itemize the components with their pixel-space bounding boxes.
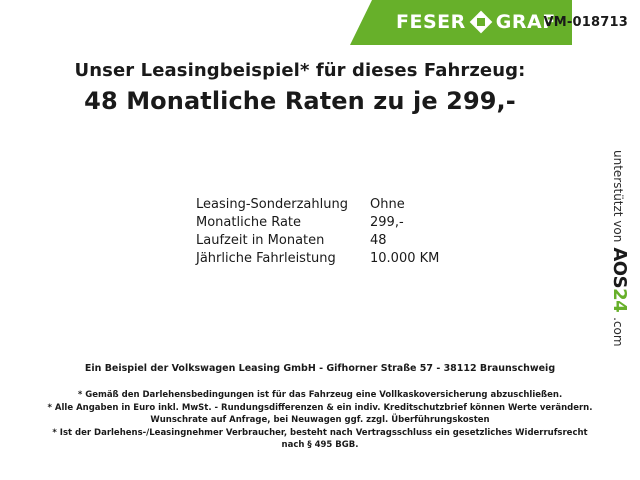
brand-name-first: FESER bbox=[396, 11, 466, 33]
table-row bbox=[196, 232, 439, 250]
table-row bbox=[196, 250, 439, 268]
footnote-line: * Gemäß den Darlehensbedingungen ist für das Fahrzeug eine Vollkaskoversicherung abzuschließen. bbox=[77, 390, 563, 400]
footnote-line: * Alle Angaben in Euro inkl. MwSt. - Rundungsdifferenzen & ein indiv. Kreditschutzbrief können Werte verändern. bbox=[47, 402, 593, 413]
sponsor-inner bbox=[609, 150, 630, 347]
sponsor-prefix-label: unterstützt von bbox=[611, 150, 625, 243]
page-footer bbox=[0, 362, 640, 452]
detail-label: Jährliche Fahrleistung bbox=[196, 251, 336, 266]
footnotes-block bbox=[0, 389, 640, 452]
detail-value: 48 bbox=[370, 233, 387, 248]
detail-value: 299,- bbox=[370, 215, 404, 230]
footnote-line: nach § 495 BGB. bbox=[281, 440, 359, 450]
detail-label: Monatliche Rate bbox=[196, 215, 302, 230]
detail-label: Leasing-Sonderzahlung bbox=[196, 197, 348, 212]
table-row bbox=[196, 214, 439, 232]
footnote-line: * Ist der Darlehens-/Leasingnehmer Verbraucher, besteht nach Vertragsschluss ein gesetzliches Widerrufsrecht bbox=[52, 427, 588, 438]
title-block bbox=[0, 60, 600, 115]
sponsor-tld-label: .com bbox=[611, 317, 625, 347]
footnote-line: Wunschrate auf Anfrage, bei Neuwagen ggf. zzgl. Überführungskosten bbox=[150, 415, 490, 425]
sponsor-brand-part2: 24 bbox=[609, 288, 630, 313]
detail-label: Laufzeit in Monaten bbox=[196, 233, 325, 248]
vehicle-id-label: VM-018713 bbox=[543, 15, 628, 30]
page-title: Unser Leasingbeispiel* für dieses Fahrzeug: bbox=[74, 60, 526, 81]
page-header bbox=[0, 0, 640, 45]
company-line: Ein Beispiel der Volkswagen Leasing GmbH - Gifhorner Straße 57 - 38112 Braunschweig bbox=[84, 363, 556, 374]
detail-value: Ohne bbox=[370, 197, 405, 212]
diamond-logo-icon bbox=[469, 11, 492, 34]
sponsor-brand-part1: AOS bbox=[609, 247, 630, 289]
brand-name-second: GRAF bbox=[495, 11, 556, 33]
leasing-details-table bbox=[196, 196, 439, 268]
brand-logo bbox=[396, 11, 556, 33]
page-subtitle: 48 Monatliche Raten zu je 299,- bbox=[84, 87, 516, 115]
table-row bbox=[196, 196, 439, 214]
sponsor-brand-name bbox=[609, 247, 630, 312]
sponsor-vertical-block bbox=[608, 150, 636, 347]
detail-value: 10.000 KM bbox=[370, 251, 440, 266]
